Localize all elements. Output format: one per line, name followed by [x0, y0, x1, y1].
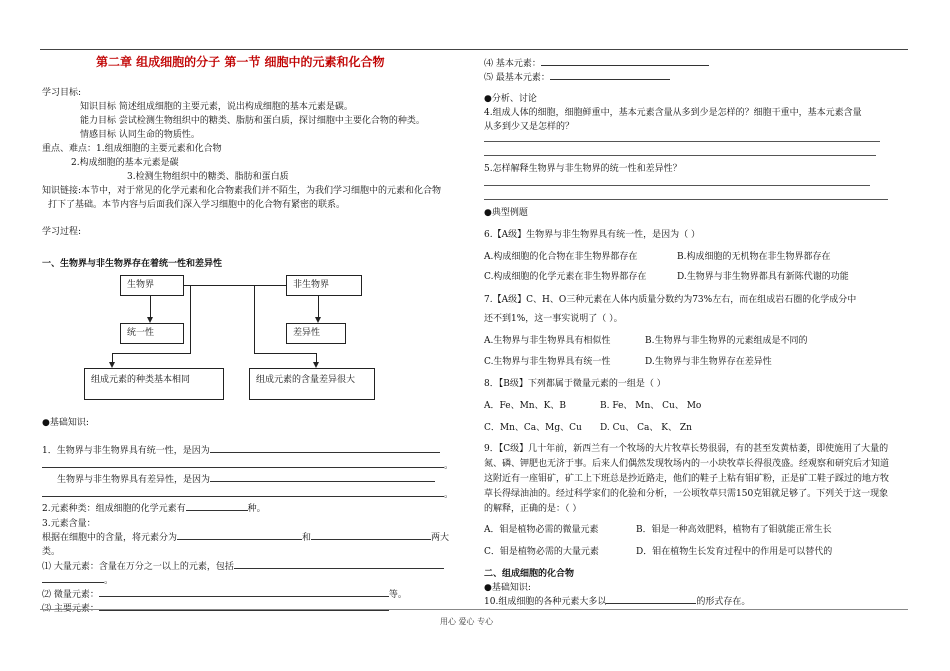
question-7-line-2: 还不到1%，这一事实说明了（ ）。	[484, 314, 623, 324]
question-5: 5.怎样解释生物界与非生物界的统一性和差异性？	[484, 164, 682, 174]
question-1b-text: 生物界与非生物界具有差异性，是因为	[57, 475, 211, 485]
question-1a	[42, 443, 440, 456]
goal-ability: 能力目标 尝试检测生物组织中的糖类、脂肪和蛋白质，探讨细胞中主要化合物的种类。	[80, 116, 425, 126]
answer-line-1a-cont[interactable]	[42, 458, 444, 468]
analysis-heading: ●分析、讨论	[484, 94, 537, 104]
connector-unity-bar	[112, 353, 191, 354]
question-9-line-1: 9．【C级】几十年前，新西兰有一个牧场的大片牧草长势很弱，有的甚至发黄枯萎，即使施用了大量的	[484, 444, 889, 454]
question-8-option-c[interactable]: C．Mn、Ca、Mg、Cu	[484, 423, 582, 433]
connector-nonbio-down	[318, 296, 319, 317]
question-7-option-b[interactable]: B.生物界与非生物界的元素组成是不同的	[645, 336, 808, 346]
question-3-1-text: ⑴ 大量元素：含量在万分之一以上的元素，包括	[42, 562, 234, 572]
question-3-1-continued	[42, 573, 113, 586]
arrow-to-diff-result	[313, 362, 319, 368]
box-diff-result: 组成元素的含量差异很大	[249, 368, 375, 400]
goal-knowledge: 知识目标 简述组成细胞的主要元素，说出构成细胞的基本元素是碳。	[80, 102, 353, 112]
answer-line-4a[interactable]	[484, 141, 880, 142]
question-8: 8．【B级】下列都属于微量元素的一组是（ ）	[484, 379, 666, 389]
answer-line-5a[interactable]	[484, 185, 870, 186]
key-point-2: 2.构成细胞的基本元素是碳	[71, 158, 179, 168]
answer-line-1b-cont[interactable]	[42, 487, 444, 497]
arrow-to-unity-result	[109, 362, 115, 368]
answer-line-5b[interactable]	[484, 199, 888, 200]
question-3-2-text: ⑵ 微量元素：	[42, 590, 99, 600]
question-9-line-2: 氮、磷、钾肥也无济于事。后来人们偶然发现牧场内的一小块牧草长得很茂盛。经观察和研究后才知道	[484, 459, 890, 469]
question-10-suffix: 的形式存在。	[696, 597, 751, 607]
question-1b-continued	[42, 487, 453, 500]
question-3-2-end: 等。	[388, 590, 407, 600]
question-1a-continued	[42, 458, 453, 471]
header-rule	[40, 49, 908, 50]
box-nonbio: 非生物界	[286, 275, 362, 296]
question-8-option-a[interactable]: A．Fe、Mn、K、B	[484, 401, 566, 411]
question-10-text: 10.组成细胞的各种元素大多以	[484, 597, 607, 607]
box-diff: 差异性	[286, 323, 346, 344]
period-1b: 。	[444, 490, 454, 500]
arrow-to-unity	[147, 317, 153, 323]
question-3-line-b: 类。	[42, 547, 61, 557]
knowledge-link-line-2: 打下了基础。本节内容与后面我们深入学习细胞中的化合物有紧密的联系。	[48, 200, 346, 210]
key-point-1: 重点、难点：1.组成细胞的主要元素和化合物	[42, 144, 222, 154]
answer-line-3-1-cont[interactable]	[42, 573, 104, 583]
question-3-line-a	[42, 530, 449, 543]
question-9-option-a[interactable]: A．钼是植物必需的微量元素	[484, 525, 599, 535]
question-3-and: 和	[302, 533, 312, 543]
connector-bio-down	[150, 296, 151, 317]
question-10	[484, 594, 750, 607]
connector-bio-right-drop	[190, 285, 191, 353]
answer-line-1a[interactable]	[210, 443, 440, 453]
question-7-option-a[interactable]: A.生物界与非生物界具有相似性	[484, 336, 611, 346]
question-3-2	[42, 587, 407, 600]
question-7-option-d[interactable]: D.生物界与非生物界存在差异性	[645, 357, 772, 367]
question-3-line-a-text: 根据在细胞中的含量，将元素分为	[42, 533, 178, 543]
box-unity-result: 组成元素的种类基本相同	[84, 368, 224, 400]
basic-knowledge-heading: ●基础知识:	[42, 418, 89, 428]
question-2-text: 2.元素种类：组成细胞的化学元素有	[42, 504, 186, 514]
question-6: 6.【A级】生物界与非生物界具有统一性，是因为（ ）	[484, 230, 700, 240]
question-9-option-d[interactable]: D．钼在植物生长发育过程中的作用是可以替代的	[636, 547, 833, 557]
answer-line-3-2[interactable]	[99, 587, 389, 597]
question-3-4	[484, 56, 709, 69]
answer-line-3a[interactable]	[177, 530, 302, 540]
section-2-heading: 二、组成细胞的化合物	[484, 569, 575, 579]
question-3-5	[484, 70, 670, 83]
question-6-option-d[interactable]: D.生物界与非生物界都具有新陈代谢的功能	[677, 272, 849, 282]
goal-emotion: 情感目标 认同生命的物质性。	[80, 130, 200, 140]
question-3-end: 两大	[431, 533, 450, 543]
answer-line-4b[interactable]	[484, 155, 876, 156]
page-footer: 用心 爱心 专心	[440, 617, 494, 626]
period-3-1: 。	[104, 576, 114, 586]
question-6-option-c[interactable]: C.构成细胞的化学元素在非生物界都存在	[484, 272, 647, 282]
answer-line-10[interactable]	[606, 594, 696, 604]
question-7-line-1: 7.【A级】C、H、O三种元素在人体内质量分数约为73%左右，而在组成岩石圈的化学成分中	[484, 295, 857, 305]
question-3-5-text: ⑸ 最基本元素：	[484, 73, 550, 83]
question-9-line-5: 的解释，正确的是：（ ）	[484, 504, 582, 514]
question-3-3-text: ⑶ 主要元素：	[42, 604, 99, 614]
question-6-option-b[interactable]: B.构成细胞的无机物在非生物界都存在	[677, 252, 831, 262]
box-bio: 生物界	[120, 275, 184, 296]
section-1-heading: 一、生物界与非生物界存在着统一性和差异性	[42, 259, 223, 269]
question-2-suffix: 种。	[247, 504, 266, 514]
question-3-4-text: ⑷ 基本元素：	[484, 59, 541, 69]
connector-nonbio-left-drop	[254, 285, 255, 353]
answer-line-1b[interactable]	[210, 472, 435, 482]
question-1a-text: 1．生物界与非生物界具有统一性，是因为	[42, 446, 210, 456]
answer-line-2[interactable]	[186, 501, 248, 511]
connector-diff-bar	[254, 353, 316, 354]
question-7-option-c[interactable]: C.生物界与非生物界具有统一性	[484, 357, 611, 367]
answer-line-3-5[interactable]	[550, 70, 670, 80]
goals-heading: 学习目标:	[42, 88, 82, 98]
key-point-3: 3.检测生物组织中的糖类、脂肪和蛋白质	[127, 172, 289, 182]
question-3-3	[42, 601, 389, 614]
process-heading: 学习过程:	[42, 227, 82, 237]
question-8-option-b[interactable]: B. Fe、 Mn、 Cu、 Mo	[600, 401, 702, 411]
connector-bio-to-nonbio	[184, 285, 286, 286]
page-title: 第二章 组成细胞的分子 第一节 细胞中的元素和化合物	[96, 55, 385, 69]
answer-line-3-4[interactable]	[541, 56, 709, 66]
answer-line-3b[interactable]	[311, 530, 431, 540]
question-2	[42, 501, 266, 514]
question-3: 3.元素含量：	[42, 519, 96, 529]
box-unity: 统一性	[120, 323, 184, 344]
question-9-option-b[interactable]: B．钼是一种高效肥料，植物有了钼就能正常生长	[636, 525, 832, 535]
question-8-option-d[interactable]: D. Cu、 Ca、 K、 Zn	[600, 423, 692, 433]
examples-heading: ●典型例题	[484, 208, 528, 218]
question-1b	[57, 472, 435, 485]
question-4-line-1: 4.组成人体的细胞，细胞鲜重中，基本元素含量从多到少是怎样的？细胞干重中，基本元素含量	[484, 108, 862, 118]
footer-rule	[40, 609, 908, 610]
arrow-to-diff	[315, 317, 321, 323]
connector-diff-drop	[316, 353, 317, 362]
question-9-line-4: 草长得绿油油的。经过科学家们的化验和分析，一公顷牧草只需150克钼就足够了。下列关于这一现象	[484, 489, 889, 499]
period-1a: 。	[444, 461, 454, 471]
question-6-option-a[interactable]: A.构成细胞的化合物在非生物界都存在	[484, 252, 638, 262]
question-4-line-2: 从多到少又是怎样的？	[484, 122, 575, 132]
answer-line-3-1[interactable]	[234, 559, 444, 569]
question-3-1	[42, 559, 444, 572]
knowledge-link-line-1: 知识链接:本节中，对于常见的化学元素和化合物素我们并不陌生，为我们学习细胞中的元素和化合物	[42, 186, 442, 196]
question-9-option-c[interactable]: C．钼是植物必需的大量元素	[484, 547, 599, 557]
basic-knowledge-heading-2: ●基础知识:	[484, 583, 531, 593]
connector-unity-drop	[112, 353, 113, 362]
question-9-line-3: 这附近有一座钼矿，矿工上下班总是抄近路走，他们的鞋子上粘有钼矿粉，正是矿工鞋子踩过的地方牧	[484, 474, 890, 484]
